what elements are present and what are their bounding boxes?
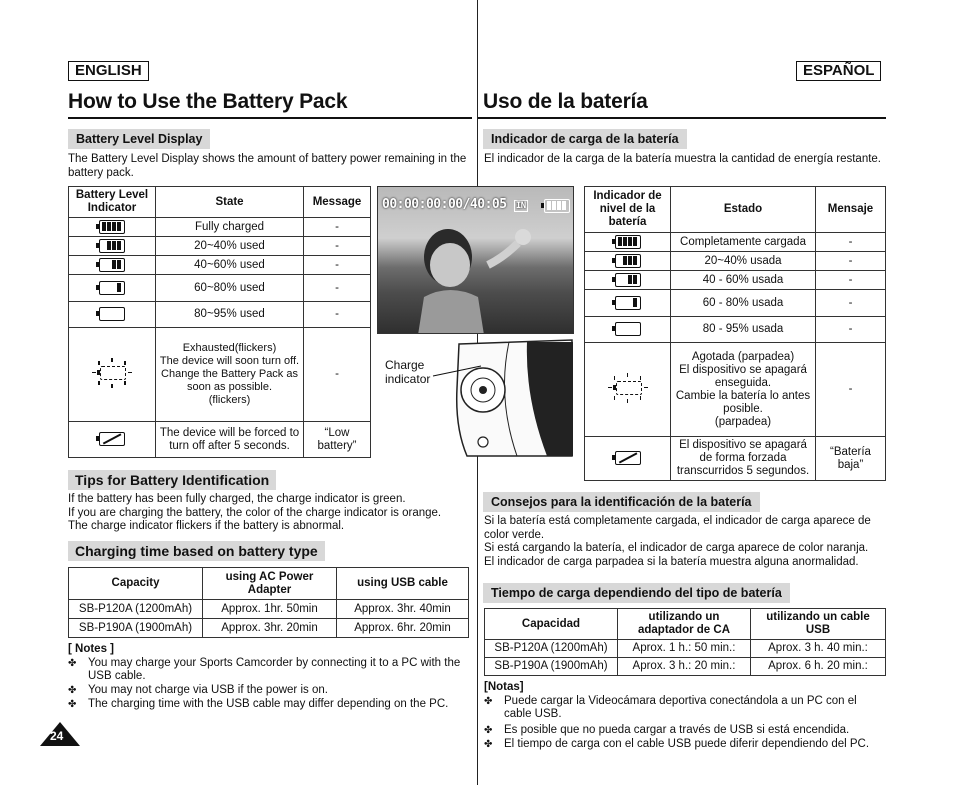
bullet-icon: ✤ xyxy=(68,658,77,669)
state-cell: 20~40% usada xyxy=(671,252,816,271)
col-header-state: State xyxy=(156,187,304,218)
table-row xyxy=(485,640,886,658)
battery-exhausted-icon xyxy=(585,437,671,481)
table-row xyxy=(585,343,886,437)
table-row xyxy=(69,218,371,237)
col-header-adaptador: utilizando un adaptador de CA xyxy=(618,609,751,640)
table-row xyxy=(585,290,886,317)
battery-1-bar-icon xyxy=(585,290,671,317)
bullet-icon: ✤ xyxy=(68,699,77,710)
state-cell: Fully charged xyxy=(156,218,304,237)
title-rule xyxy=(478,117,886,119)
indicador-intro: El indicador de la carga de la batería muestra la cantidad de energía restante. xyxy=(484,153,881,165)
col-header-indicator: Battery Level Indicator xyxy=(69,187,156,218)
ac-time-cell: Aprox. 1 h.: 50 min.: xyxy=(618,640,751,658)
message-cell: “Batería baja” xyxy=(816,437,886,481)
notes-title-english: [ Notes ] xyxy=(68,643,114,655)
ac-time-cell: Approx. 3hr. 20min xyxy=(203,619,337,638)
battery-exhausted-icon xyxy=(69,422,156,458)
table-row xyxy=(69,275,371,302)
charging-time-table-es xyxy=(484,608,886,676)
note-item: ✤ The charging time with the USB cable may differ depending on the PC. xyxy=(68,698,449,710)
battery-3-bars-icon xyxy=(69,237,156,256)
charging-time-table xyxy=(68,567,469,638)
col-header-capacidad: Capacidad xyxy=(485,609,618,640)
table-row xyxy=(585,233,886,252)
message-cell: - xyxy=(304,328,371,422)
note-item: ✤ Puede cargar la Videocámara deportiva conectándola a un PC con el cable USB. xyxy=(484,695,857,720)
camcorder-drawing xyxy=(377,338,574,458)
table-row xyxy=(69,237,371,256)
table-row xyxy=(69,302,371,328)
state-cell: El dispositivo se apagará de forma forzada transcurridos 5 segundos. xyxy=(671,437,816,481)
section-tiempo-carga: Tiempo de carga dependiendo del tipo de batería xyxy=(483,583,790,603)
language-label-spanish: ESPAÑOL xyxy=(796,61,881,81)
col-header-message: Message xyxy=(304,187,371,218)
col-header-cable-usb: utilizando un cable USB xyxy=(751,609,886,640)
battery-2-bars-icon xyxy=(69,256,156,275)
section-tips-battery-identification: Tips for Battery Identification xyxy=(68,470,276,490)
battery-empty-icon xyxy=(69,302,156,328)
battery-flicker-icon xyxy=(585,343,671,437)
consejos-text: Si la batería está completamente cargada, el indicador de carga aparece de color verde. Si está cargando la batería, el indicador de carga aparece de color naranja. El indicador de carga parpadea si la batería muestra alguna anormalidad. xyxy=(484,515,871,568)
table-row xyxy=(69,422,371,458)
battery-level-intro: The Battery Level Display shows the amount of battery power remaining in the battery pack. xyxy=(68,153,467,179)
battery-full-icon xyxy=(585,233,671,252)
memory-badge: IN xyxy=(515,201,526,211)
capacity-cell: SB-P190A (1900mAh) xyxy=(485,658,618,676)
camcorder-illustration xyxy=(377,338,574,458)
state-cell: 40 - 60% usada xyxy=(671,271,816,290)
col-header-usb: using USB cable xyxy=(337,568,469,600)
battery-1-bar-icon xyxy=(69,275,156,302)
table-row xyxy=(585,317,886,343)
state-cell: 80 - 95% usada xyxy=(671,317,816,343)
state-cell: The device will be forced to turn off after 5 seconds. xyxy=(156,422,304,458)
table-row xyxy=(485,658,886,676)
battery-empty-icon xyxy=(585,317,671,343)
capacity-cell: SB-P120A (1200mAh) xyxy=(69,600,203,619)
message-cell: - xyxy=(304,218,371,237)
usb-time-cell: Approx. 6hr. 20min xyxy=(337,619,469,638)
state-cell: Completamente cargada xyxy=(671,233,816,252)
state-cell: 40~60% used xyxy=(156,256,304,275)
message-cell: - xyxy=(816,343,886,437)
usb-time-cell: Approx. 3hr. 40min xyxy=(337,600,469,619)
note-item: ✤ You may not charge via USB if the power is on. xyxy=(68,684,328,696)
state-cell: 60 - 80% usada xyxy=(671,290,816,317)
state-cell: Agotada (parpadea) El dispositivo se apagará enseguida. Cambie la batería lo antes posible. (parpadea) xyxy=(671,343,816,437)
battery-level-table xyxy=(68,186,371,458)
col-header-capacity: Capacity xyxy=(69,568,203,600)
table-row xyxy=(69,256,371,275)
section-consejos: Consejos para la identificación de la batería xyxy=(483,492,760,512)
page-number: 24 xyxy=(40,722,80,746)
table-row xyxy=(69,328,371,422)
message-cell: - xyxy=(816,271,886,290)
capacity-cell: SB-P190A (1900mAh) xyxy=(69,619,203,638)
message-cell: - xyxy=(816,317,886,343)
state-cell: Exhausted(flickers) The device will soon turn off. Change the Battery Pack as soon as possible. (flickers) xyxy=(156,328,304,422)
charge-indicator-label: Charge indicator xyxy=(385,358,431,386)
ac-time-cell: Aprox. 3 h.: 20 min.: xyxy=(618,658,751,676)
note-item: ✤ Es posible que no pueda cargar a través de USB si está encendida. xyxy=(484,724,850,736)
state-cell: 20~40% used xyxy=(156,237,304,256)
usb-time-cell: Aprox. 3 h. 40 min.: xyxy=(751,640,886,658)
message-cell: - xyxy=(304,237,371,256)
battery-3-bars-icon xyxy=(585,252,671,271)
message-cell: “Low battery” xyxy=(304,422,371,458)
title-rule xyxy=(68,117,472,119)
battery-2-bars-icon xyxy=(585,271,671,290)
message-cell: - xyxy=(304,302,371,328)
page-title-spanish: Uso de la batería xyxy=(483,90,648,113)
battery-level-table-es xyxy=(584,186,886,481)
osd-battery-icon xyxy=(544,199,570,213)
message-cell: - xyxy=(816,233,886,252)
bullet-icon: ✤ xyxy=(484,696,493,707)
capacity-cell: SB-P120A (1200mAh) xyxy=(485,640,618,658)
table-row xyxy=(585,252,886,271)
table-row xyxy=(585,437,886,481)
message-cell: - xyxy=(816,252,886,271)
tips-text: If the battery has been fully charged, the charge indicator is green. If you are charging the battery, the color of the charge indicator is orange. The charge indicator flickers if the battery is abnormal. xyxy=(68,493,442,532)
page-title-english: How to Use the Battery Pack xyxy=(68,90,348,113)
state-cell: 60~80% used xyxy=(156,275,304,302)
bullet-icon: ✤ xyxy=(484,739,493,750)
state-cell: 80~95% used xyxy=(156,302,304,328)
language-label-english: ENGLISH xyxy=(68,61,149,81)
bullet-icon: ✤ xyxy=(68,685,77,696)
camcorder-preview-photo xyxy=(377,186,574,334)
table-row xyxy=(69,600,469,619)
table-row xyxy=(69,619,469,638)
note-item: ✤ You may charge your Sports Camcorder by connecting it to a PC with the USB cable. xyxy=(68,657,461,682)
message-cell: - xyxy=(304,275,371,302)
col-header-ac: using AC Power Adapter xyxy=(203,568,337,600)
col-header-mensaje: Mensaje xyxy=(816,187,886,233)
battery-flicker-icon xyxy=(69,328,156,422)
usb-time-cell: Aprox. 6 h. 20 min.: xyxy=(751,658,886,676)
message-cell: - xyxy=(304,256,371,275)
battery-full-icon xyxy=(69,218,156,237)
section-battery-level-display: Battery Level Display xyxy=(68,129,210,149)
col-header-indicador: Indicador de nivel de la batería xyxy=(585,187,671,233)
bullet-icon: ✤ xyxy=(484,725,493,736)
section-indicador-carga: Indicador de carga de la batería xyxy=(483,129,687,149)
osd-timecode: 00:00:00:00/40:05 IN xyxy=(382,197,526,212)
col-header-estado: Estado xyxy=(671,187,816,233)
note-item: ✤ El tiempo de carga con el cable USB puede diferir dependiendo del PC. xyxy=(484,738,870,750)
notes-title-spanish: [Notas] xyxy=(484,681,524,693)
message-cell: - xyxy=(816,290,886,317)
section-charging-time: Charging time based on battery type xyxy=(68,541,325,561)
ac-time-cell: Approx. 1hr. 50min xyxy=(203,600,337,619)
table-row xyxy=(585,271,886,290)
